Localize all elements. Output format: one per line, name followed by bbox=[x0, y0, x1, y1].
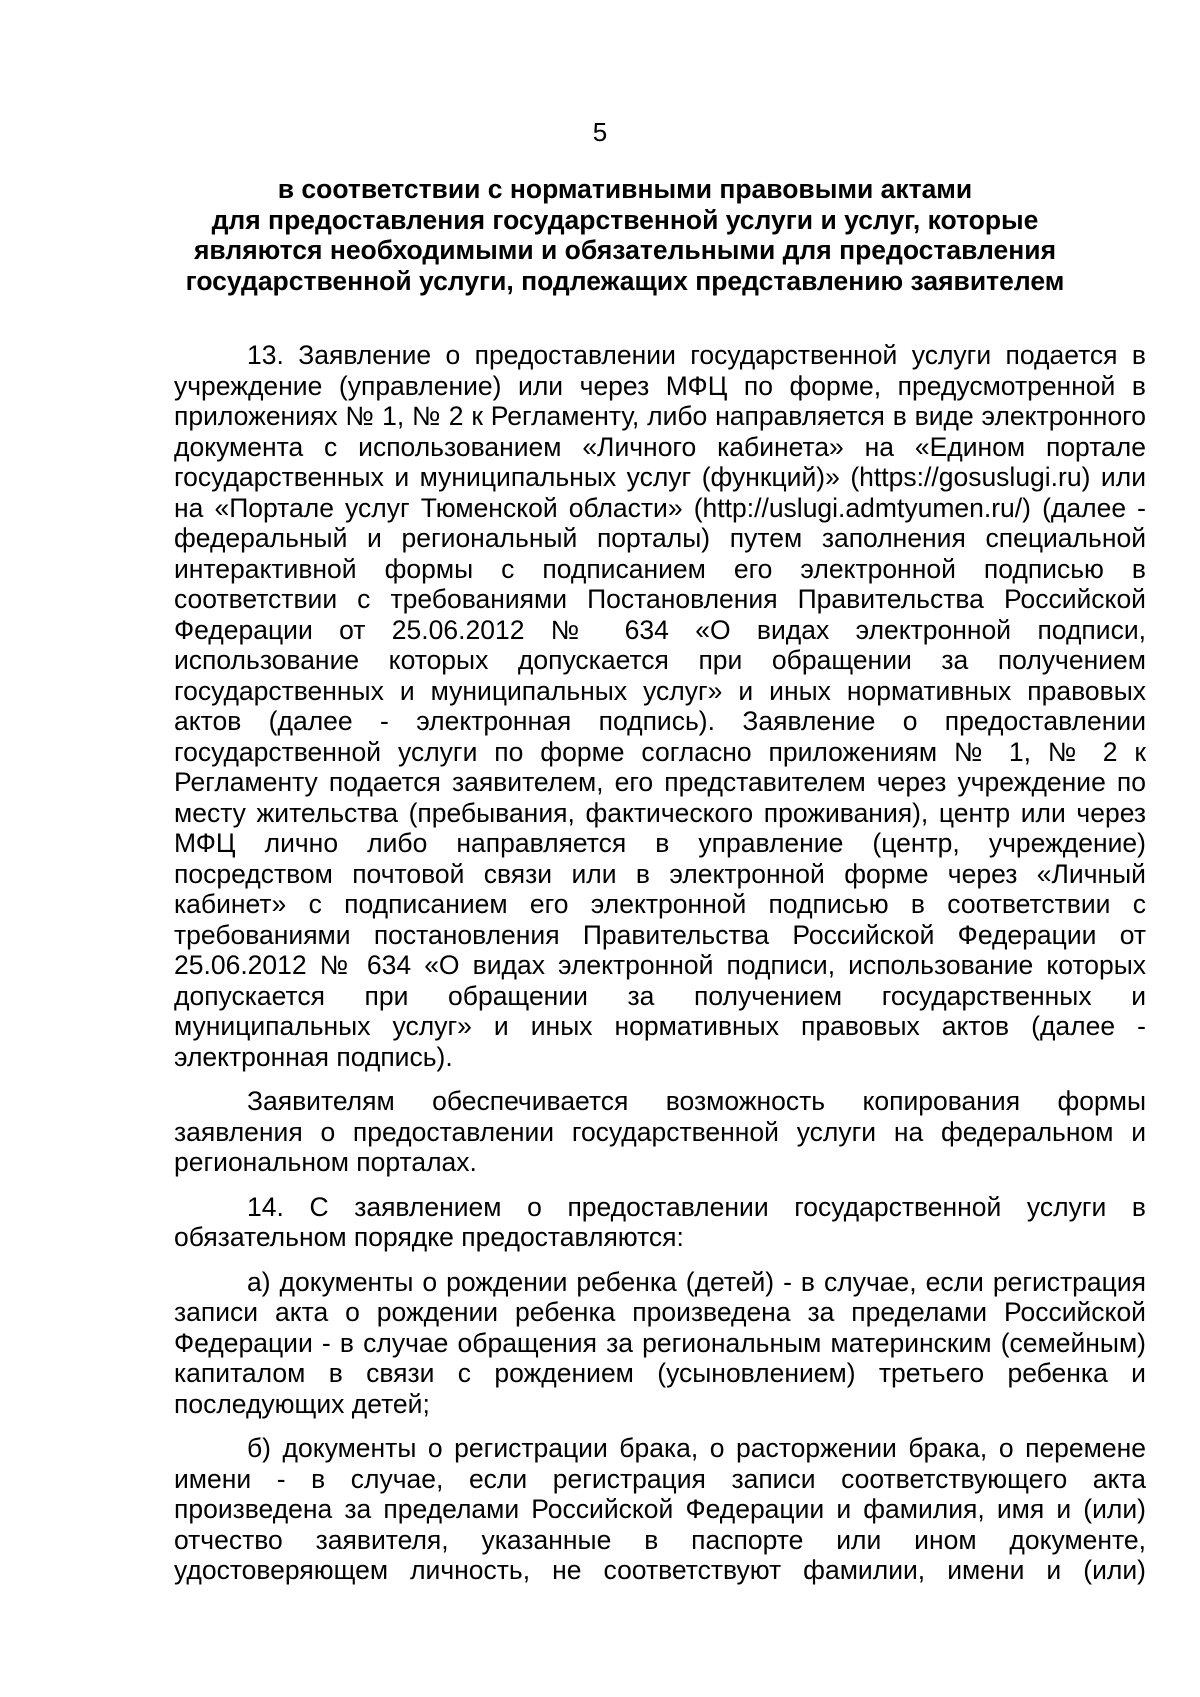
paragraph-14b: б) документы о регистрации брака, о расторжении брака, о перемене имени - в случае, если регистрация записи соответствующего акта произведена за пределами Российской Федерации и фамилия, имя и (или) отчество заявителя, указанные в паспорте или ином документе, удостоверяющем личность, не соответствуют фамилии, имени и (или) bbox=[174, 1433, 1146, 1585]
heading-line: для предоставления государственной услуги и услуг, которые bbox=[211, 204, 1039, 235]
paragraph-applicants: Заявителям обеспечивается возможность копирования формы заявления о предоставлении государственной услуги на федеральном и региональном порталах. bbox=[174, 1086, 1146, 1177]
paragraph-14a: а) документы о рождении ребенка (детей) - в случае, если регистрация записи акта о рождении ребенка произведена за пределами Российской Федерации - в случае обращения за региональным материнским (семейным) капиталом в связи с рождением (усыновлением) третьего ребенка и последующих детей; bbox=[174, 1266, 1146, 1419]
paragraph-13: 13. Заявление о предоставлении государственной услуги подается в учреждение (управление) или через МФЦ по форме, предусмотренной в приложениях № 1, № 2 к Регламенту, либо направляется в виде электронного документа с использованием «Личного кабинета» на «Едином портале государственных и муниципальных услуг (функций)» (https://gosuslugi.ru) или на «Портале услуг Тюменской области» (http://uslugi.admtyumen.ru/) (далее - федеральный и региональный порталы) путем заполнения специальной интерактивной формы с подписанием его электронной подписью в соответствии с требованиями Постановления Правительства Российской Федерации от 25.06.2012 № 634 «О видах электронной подписи, использование которых допускается при обращении за получением государственных и муниципальных услуг» и иных нормативных правовых актов (далее - электронная подпись). Заявление о предоставлении государственной услуги по форме согласно приложениям № 1, № 2 к Регламенту подается заявителем, его представителем через учреждение по месту жительства (пребывания, фактического проживания), центр или через МФЦ лично либо направляется в управление (центр, учреждение) посредством почтовой связи или в электронной форме через «Личный кабинет» с подписанием его электронной подписью в соответствии с требованиями постановления Правительства Российской Федерации от 25.06.2012 № 634 «О видах электронной подписи, использование которых допускается при обращении за получением государственных и муниципальных услуг» и иных нормативных правовых актов (далее - электронная подпись). bbox=[174, 340, 1146, 1072]
page-number: 5 bbox=[592, 117, 608, 147]
heading-line: государственной услуги, подлежащих представлению заявителем bbox=[185, 265, 1065, 296]
heading-line: являются необходимыми и обязательными для предоставления bbox=[193, 235, 1057, 265]
document-body bbox=[174, 340, 1146, 1586]
heading-line: в соответствии с нормативными правовыми актами bbox=[277, 174, 973, 204]
section-heading bbox=[160, 174, 1090, 296]
paragraph-14: 14. С заявлением о предоставлении государственной услуги в обязательном порядке предоставляются: bbox=[174, 1191, 1146, 1252]
